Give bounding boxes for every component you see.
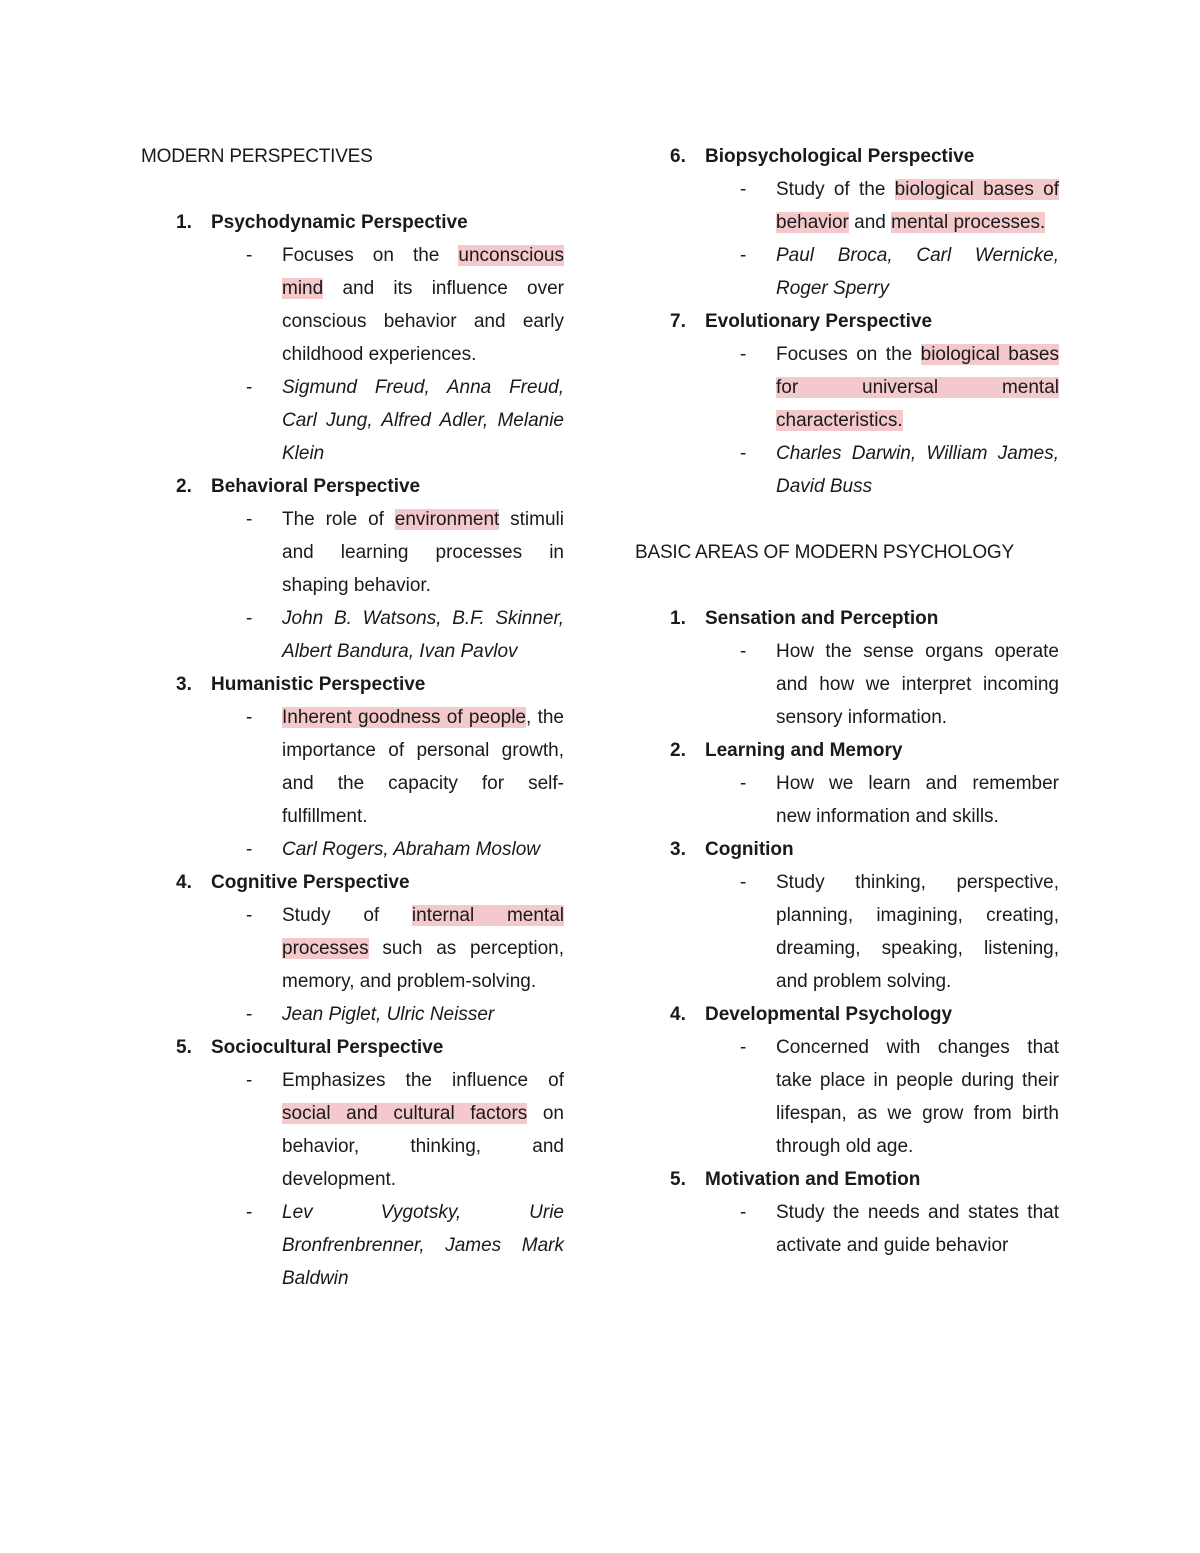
- description-text: Concerned with changes that take place in people during their lifespan, as we grow from birth through old age.: [776, 1037, 1059, 1157]
- perspective-item-cognitive: [141, 866, 564, 1031]
- description-bullet: - Focuses on the unconscious mind and its influence over conscious behavior and early childhood experiences.: [141, 239, 564, 371]
- names-bullet: [635, 437, 1059, 503]
- highlight: environment: [394, 509, 500, 530]
- description-bullet: - The role of environment stimuli and learning processes in shaping behavior.: [141, 503, 564, 602]
- description-text: Study thinking, perspective, planning, imagining, creating, dreaming, speaking, listening, and problem solving.: [776, 872, 1059, 992]
- area-item-sensation-perception: [635, 602, 1059, 734]
- item-number: 1.: [176, 212, 192, 233]
- item-title: Humanistic Perspective: [211, 674, 426, 695]
- item-number: 3.: [176, 674, 192, 695]
- item-title: Biopsychological Perspective: [705, 146, 975, 167]
- dash-marker: -: [246, 839, 253, 860]
- highlight: biological bases for universal mental characteristics.: [776, 344, 1059, 431]
- description-text: How the sense organs operate and how we interpret incoming sensory information.: [776, 641, 1059, 728]
- item-title: Motivation and Emotion: [705, 1169, 921, 1190]
- dash-marker: -: [740, 1202, 747, 1223]
- dash-marker: -: [246, 245, 253, 266]
- description-bullet: [635, 1196, 1059, 1262]
- names-text: Charles Darwin, William James, David Buss: [776, 443, 1059, 497]
- item-number: 2.: [176, 476, 192, 497]
- names-bullet: [141, 1196, 564, 1295]
- dash-marker: -: [740, 641, 747, 662]
- description-bullet: [635, 1031, 1059, 1163]
- description-bullet: [635, 866, 1059, 998]
- highlight: social and cultural factors: [282, 1103, 528, 1124]
- description-text: Study the needs and states that activate and guide behavior: [776, 1202, 1059, 1256]
- dash-marker: -: [246, 707, 253, 728]
- dash-marker: -: [246, 608, 253, 629]
- highlight: biological bases of behavior: [776, 179, 1059, 233]
- description-text: How we learn and remember new information and skills.: [776, 773, 1059, 827]
- item-number: 3.: [670, 839, 686, 860]
- dash-marker: -: [246, 1070, 253, 1091]
- description-bullet: - Emphasizes the influence of social and cultural factors on behavior, thinking, and development.: [141, 1064, 564, 1196]
- description-bullet: [635, 767, 1059, 833]
- item-title: Developmental Psychology: [705, 1004, 953, 1025]
- perspective-item-sociocultural: [141, 1031, 564, 1295]
- item-number: 5.: [176, 1037, 192, 1058]
- item-number: 6.: [670, 146, 686, 167]
- item-number: 5.: [670, 1169, 686, 1190]
- description-bullet: - Inherent goodness of people, the importance of personal growth, and the capacity for self-fulfillment.: [141, 701, 564, 833]
- names-bullet: [141, 998, 564, 1031]
- dash-marker: -: [740, 443, 747, 464]
- highlight: mental processes.: [891, 212, 1046, 233]
- area-item-motivation-emotion: [635, 1163, 1059, 1262]
- left-column: [141, 140, 564, 1295]
- description-bullet: - Focuses on the biological bases for universal mental characteristics.: [635, 338, 1059, 437]
- section-title-modern-perspectives: MODERN PERSPECTIVES: [141, 146, 373, 167]
- area-item-cognition: [635, 833, 1059, 998]
- item-number: 7.: [670, 311, 686, 332]
- item-title: Learning and Memory: [705, 740, 903, 761]
- names-text: Sigmund Freud, Anna Freud, Carl Jung, Alfred Adler, Melanie Klein: [282, 377, 564, 464]
- item-number: 2.: [670, 740, 686, 761]
- description-bullet: - Study of internal mental processes such as perception, memory, and problem-solving.: [141, 899, 564, 998]
- right-column: [635, 140, 1059, 1262]
- dash-marker: -: [246, 1202, 253, 1223]
- dash-marker: -: [246, 509, 253, 530]
- item-title: Evolutionary Perspective: [705, 311, 933, 332]
- item-title: Cognitive Perspective: [211, 872, 410, 893]
- highlight: unconscious mind: [282, 245, 564, 299]
- item-title: Sensation and Perception: [705, 608, 939, 629]
- description-bullet: [635, 635, 1059, 734]
- dash-marker: -: [246, 905, 253, 926]
- dash-marker: -: [246, 377, 253, 398]
- item-number: 4.: [670, 1004, 686, 1025]
- names-bullet: [141, 371, 564, 470]
- dash-marker: -: [740, 773, 747, 794]
- item-title: Cognition: [705, 839, 794, 860]
- section-title-basic-areas: BASIC AREAS OF MODERN PSYCHOLOGY: [635, 542, 1014, 563]
- item-title: Behavioral Perspective: [211, 476, 421, 497]
- perspective-item-biopsychological: [635, 140, 1059, 305]
- dash-marker: -: [246, 1004, 253, 1025]
- perspective-item-humanistic: [141, 668, 564, 866]
- names-text: Carl Rogers, Abraham Moslow: [282, 839, 540, 860]
- dash-marker: -: [740, 872, 747, 893]
- names-text: John B. Watsons, B.F. Skinner, Albert Bandura, Ivan Pavlov: [282, 608, 564, 662]
- highlight: internal mental processes: [282, 905, 564, 959]
- names-text: Paul Broca, Carl Wernicke, Roger Sperry: [776, 245, 1059, 299]
- names-bullet: [141, 602, 564, 668]
- names-text: Lev Vygotsky, Urie Bronfrenbrenner, James Mark Baldwin: [282, 1202, 564, 1289]
- item-number: 4.: [176, 872, 192, 893]
- area-item-developmental: [635, 998, 1059, 1163]
- names-bullet: [635, 239, 1059, 305]
- perspective-item-behavioral: [141, 470, 564, 668]
- description-bullet: - Study of the biological bases of behavior and mental processes.: [635, 173, 1059, 239]
- dash-marker: -: [740, 245, 747, 266]
- names-bullet: [141, 833, 564, 866]
- dash-marker: -: [740, 179, 747, 200]
- item-title: Psychodynamic Perspective: [211, 212, 468, 233]
- perspective-item-evolutionary: [635, 305, 1059, 503]
- item-title: Sociocultural Perspective: [211, 1037, 444, 1058]
- highlight: Inherent goodness of people: [282, 707, 526, 728]
- names-text: Jean Piglet, Ulric Neisser: [282, 1004, 495, 1025]
- item-number: 1.: [670, 608, 686, 629]
- dash-marker: -: [740, 344, 747, 365]
- dash-marker: -: [740, 1037, 747, 1058]
- area-item-learning-memory: [635, 734, 1059, 833]
- perspective-item-psychodynamic: [141, 206, 564, 470]
